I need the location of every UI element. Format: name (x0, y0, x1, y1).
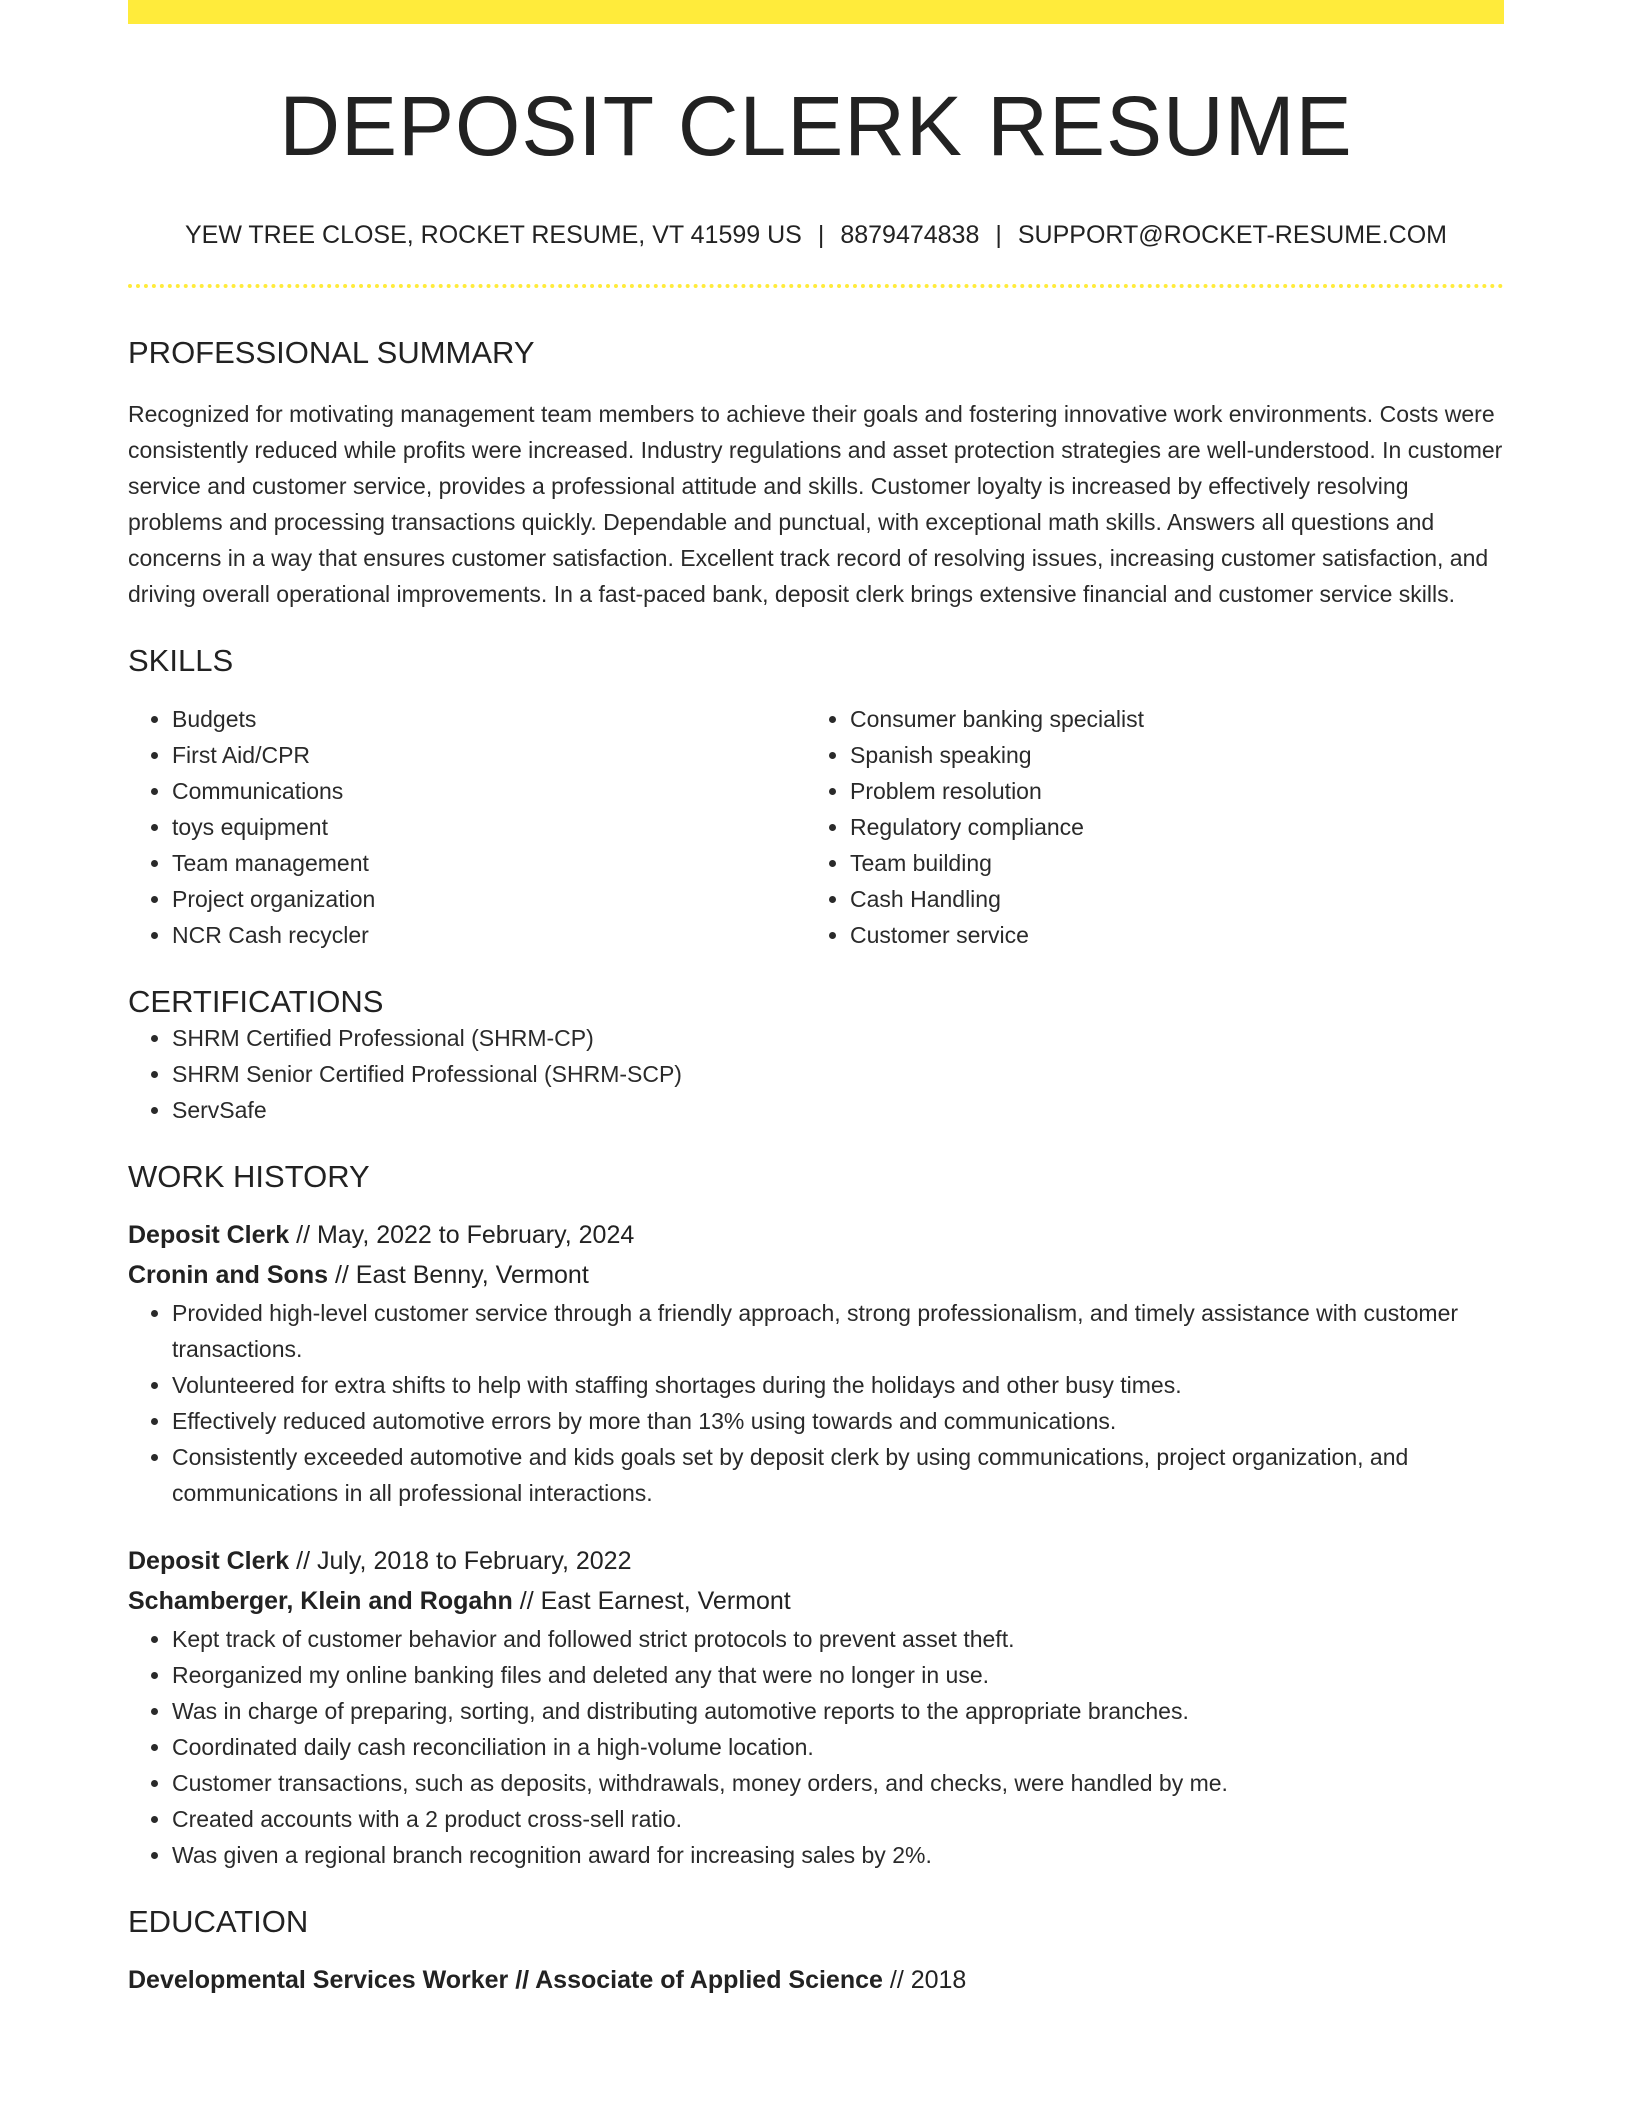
job-role: Deposit Clerk (128, 1547, 290, 1576)
job-role: Deposit Clerk (128, 1221, 290, 1250)
education-heading: EDUCATION (128, 1904, 309, 1940)
skills-column-left (128, 701, 806, 953)
job-bullet: • Provided high-level customer service through a friendly approach, strong professionalism, and timely assistance with customer transactions. (172, 1295, 1504, 1367)
job-bullets (128, 1295, 1504, 1511)
education-year: // 2018 (882, 1966, 967, 1995)
job-bullet: • Was in charge of preparing, sorting, and distributing automotive reports to the appropriate branches. (172, 1693, 1504, 1729)
skill-item: • Budgets (172, 701, 806, 737)
work-history-heading: WORK HISTORY (128, 1158, 370, 1194)
certification-item: • ServSafe (172, 1092, 1504, 1128)
certifications-list (128, 1020, 1504, 1128)
job-bullet: • Consistently exceeded automotive and kids goals set by deposit clerk by using communications, project organization, and communications in all professional interactions. (172, 1439, 1504, 1511)
resume-page (128, 0, 1504, 2000)
skill-item: • NCR Cash recycler (172, 917, 806, 953)
job-role-line (128, 1215, 1504, 1255)
contact-separator: | (995, 221, 1002, 250)
job-bullet: • Was given a regional branch recognition award for increasing sales by 2%. (172, 1837, 1504, 1873)
skills-column-right (806, 701, 1484, 953)
certification-item: • SHRM Certified Professional (SHRM-CP) (172, 1020, 1504, 1056)
job-company-line (128, 1255, 1504, 1295)
skill-item: • Consumer banking specialist (850, 701, 1484, 737)
job-bullet: • Effectively reduced automotive errors by more than 13% using towards and communications. (172, 1403, 1504, 1439)
summary-text: Recognized for motivating management team members to achieve their goals and fostering innovative work environments. Costs were consistently reduced while profits were increased. Industry regulations and asset protection strategies are well-understood. In customer service and customer service, provides a professional attitude and skills. Customer loyalty is increased by effectively resolving problems and processing transactions quickly. Dependable and punctual, with exceptional math skills. Answers all questions and concerns in a way that ensures customer satisfaction. Excellent track record of resolving issues, increasing customer satisfaction, and driving overall operational improvements. In a fast-paced bank, deposit clerk brings extensive financial and customer service skills. (128, 400, 1503, 607)
dotted-divider (128, 284, 1504, 288)
skill-item: • toys equipment (172, 809, 806, 845)
job-location: // East Earnest, Vermont (512, 1587, 791, 1616)
job-bullet: • Created accounts with a 2 product cross-sell ratio. (172, 1801, 1504, 1837)
job-role-line (128, 1541, 1504, 1581)
job-company: Cronin and Sons (128, 1261, 328, 1290)
skill-item: • Project organization (172, 881, 806, 917)
job-dates: // July, 2018 to February, 2022 (289, 1547, 632, 1576)
skills-heading: SKILLS (128, 642, 234, 678)
job-location: // East Benny, Vermont (328, 1261, 589, 1290)
skill-item: • Team management (172, 845, 806, 881)
job-bullet: • Coordinated daily cash reconciliation in a high-volume location. (172, 1729, 1504, 1765)
job-bullet: • Customer transactions, such as deposits, withdrawals, money orders, and checks, were handled by me. (172, 1765, 1504, 1801)
job-bullet: • Volunteered for extra shifts to help with staffing shortages during the holidays and other busy times. (172, 1367, 1504, 1403)
contact-address: YEW TREE CLOSE, ROCKET RESUME, VT 41599 US (184, 221, 802, 250)
resume-title: DEPOSIT CLERK RESUME (279, 79, 1353, 173)
skill-item: • Spanish speaking (850, 737, 1484, 773)
skill-item: • Team building (850, 845, 1484, 881)
skill-item: • Problem resolution (850, 773, 1484, 809)
contact-email[interactable]: SUPPORT@ROCKET-RESUME.COM (1017, 221, 1448, 250)
job-bullet: • Kept track of customer behavior and followed strict protocols to prevent asset theft. (172, 1621, 1504, 1657)
skill-item: • Communications (172, 773, 806, 809)
education-entry (128, 1960, 1504, 2000)
certification-item: • SHRM Senior Certified Professional (SHRM-SCP) (172, 1056, 1504, 1092)
summary-heading: PROFESSIONAL SUMMARY (128, 335, 535, 371)
skill-item: • Cash Handling (850, 881, 1484, 917)
job-entry (128, 1215, 1504, 1511)
job-company: Schamberger, Klein and Rogahn (128, 1587, 513, 1616)
job-dates: // May, 2022 to February, 2024 (289, 1221, 635, 1250)
skills-grid (128, 701, 1504, 953)
education-program: Developmental Services Worker // Associate of Applied Science (128, 1966, 883, 1995)
contact-phone[interactable]: 8879474838 (840, 221, 980, 250)
job-entry (128, 1541, 1504, 1873)
job-bullets (128, 1621, 1504, 1873)
top-accent-bar (128, 0, 1504, 24)
job-bullet: • Reorganized my online banking files and deleted any that were no longer in use. (172, 1657, 1504, 1693)
contact-line (128, 220, 1504, 250)
skill-item: • First Aid/CPR (172, 737, 806, 773)
certifications-heading: CERTIFICATIONS (128, 983, 384, 1019)
skill-item: • Regulatory compliance (850, 809, 1484, 845)
job-company-line (128, 1581, 1504, 1621)
contact-separator: | (817, 221, 825, 250)
skill-item: • Customer service (850, 917, 1484, 953)
